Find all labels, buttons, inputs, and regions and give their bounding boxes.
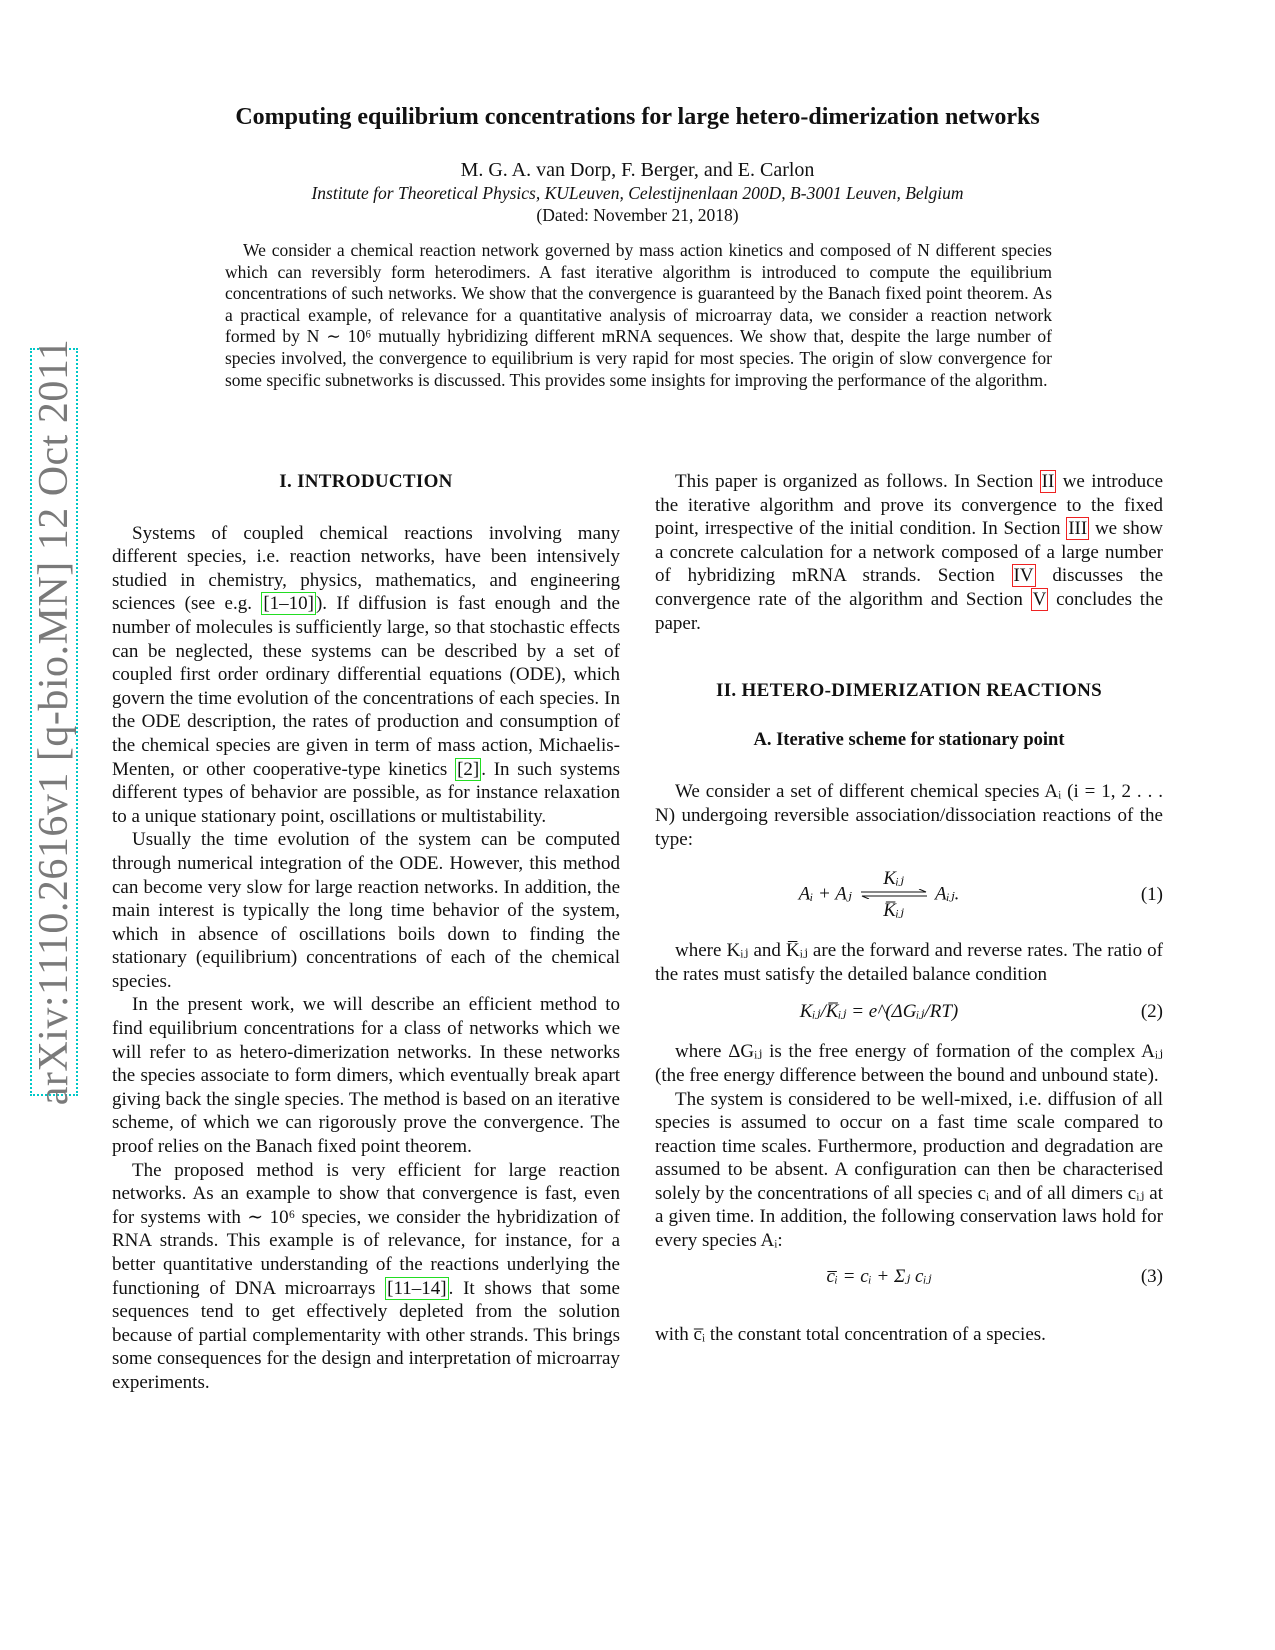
intro-paragraph-4 (112, 1159, 620, 1395)
equilibrium-arrow-icon (859, 889, 929, 899)
equation-1-number: (1) (1140, 884, 1163, 906)
left-column (112, 470, 620, 1395)
paper-title: Computing equilibrium concentrations for large hetero-dimerization networks (235, 104, 1040, 130)
abstract: We consider a chemical reaction network governed by mass action kinetics and composed of N different species which can reversibly form heterodimers. A fast iterative algorithm is introduced to compute the equilibrium concentrations of such networks. We show that the convergence is guaranteed by the Banach fixed point theorem. As a practical example, of relevance for a quantitative analysis of microarray data, we consider a reaction network formed by N ∼ 10⁶ mutually hybridizing different mRNA sequences. We show that, despite the large number of species involved, the convergence to equilibrium is very rapid for most species. The origin of slow convergence for some specific subnetworks is discussed. This provides some insights for improving the performance of the algorithm. (225, 240, 1052, 390)
species-paragraph: We consider a set of different chemical species Aᵢ (i = 1, 2 . . . N) undergoing reversible association/dissociation reactions of the type: (655, 781, 1163, 850)
intro-text: . It shows that some sequences tend to get effectively depleted from the solution because of partial complementarity with other strands. This brings some consequences for the design and interpretation of microarray experiments. (112, 1277, 620, 1393)
section-link[interactable]: IV (1013, 565, 1034, 587)
citation-link[interactable]: [2] (457, 758, 480, 780)
body-text: discusses the convergence rate of the algorithm and Section (655, 565, 1164, 610)
body-text: we introduce the iterative algorithm and prove its convergence to the fixed point, irrespective of the initial condition. In Section (655, 471, 1163, 540)
citation-link[interactable]: [11–14] (387, 1277, 447, 1299)
intro-paragraph-1 (112, 522, 620, 829)
reaction-arrows (857, 867, 931, 923)
equation-2-number: (2) (1140, 1001, 1163, 1023)
equation-2 (655, 1000, 1163, 1040)
right-column (655, 470, 1163, 1346)
intro-text: The proposed method is very efficient for large reaction networks. As an example to show that convergence is fast, even for systems with ∼ 10⁶ species, we consider the hybridization of RNA strands. This example is of relevance, for instance, for a better quantitative understanding of the reactions underlying the functioning of DNA microarrays (112, 1159, 620, 1299)
intro-paragraph-2: Usually the time evolution of the system can be computed through numerical integration of the ODE. However, this method can become very slow for large reaction networks. In addition, the main interest is typically the long time behavior of the system, which in absence of oscillations boils down to finding the stationary (equilibrium) concentrations of each of the chemical species. (112, 829, 620, 992)
body-text: This paper is organized as follows. In Section (675, 471, 1040, 492)
equation-1 (655, 867, 1163, 931)
body-text: we show a concrete calculation for a network composed of a large number of hybridizing mRNA strands. Section (655, 518, 1163, 587)
rates-paragraph: where Kᵢⱼ and K̅ᵢⱼ are the forward and reverse rates. The ratio of the rates must satisfy the detailed balance condition (655, 940, 1163, 985)
date-line: (Dated: November 21, 2018) (536, 205, 739, 225)
section-link[interactable]: V (1032, 588, 1047, 610)
body-text: concludes the paper. (655, 588, 1163, 634)
organization-paragraph (655, 470, 1163, 635)
equation-1-rhs: Aᵢⱼ. (935, 883, 960, 905)
arxiv-identifier: arXiv:1110.2616v1 [q-bio.MN] 12 Oct 2011 (31, 338, 77, 1106)
arxiv-side-stamp (30, 338, 78, 1106)
equation-1-expression (655, 867, 1103, 923)
intro-text: Systems of coupled chemical reactions involving many different species, i.e. reaction networks, have been intensively studied in chemistry, physics, mathematics, and engineering sciences (see e.g. (112, 522, 620, 615)
intro-text: . In such systems different types of behavior are possible, as for instance relaxation to a unique stationary point, oscillations or multistability. (112, 758, 620, 827)
equation-2-expression: Kᵢⱼ/K̅ᵢⱼ = e^(ΔGᵢⱼ/RT) (799, 1001, 959, 1023)
section-link[interactable]: II (1041, 471, 1055, 492)
free-energy-paragraph: where ΔGᵢⱼ is the free energy of formation of the complex Aᵢⱼ (the free energy difference between the bound and unbound state). (655, 1041, 1163, 1086)
citation-link[interactable]: [1–10] (263, 593, 314, 615)
equation-1-lhs: Aᵢ + Aⱼ (798, 883, 852, 905)
final-paragraph: with c̅ᵢ the constant total concentration of a species. (655, 1323, 1046, 1345)
reverse-rate-label: K̅ᵢⱼ (883, 900, 904, 922)
forward-rate-label: Kᵢⱼ (883, 868, 904, 890)
section-link[interactable]: III (1068, 518, 1088, 540)
system-paragraph: The system is considered to be well-mixed, i.e. diffusion of all species is assumed to occur on a fast time scale compared to reaction time scales. Furthermore, production and degradation are assumed to be absent. A configuration can then be characterised solely by the concentrations of all species cᵢ and of all dimers cᵢⱼ at a given time. In addition, the following conservation laws hold for every species Aᵢ: (655, 1088, 1163, 1252)
equation-3 (655, 1265, 1163, 1323)
section-heading-hetero-dimerization: II. HETERO-DIMERIZATION REACTIONS (716, 680, 1102, 702)
subsection-heading-iterative-scheme: A. Iterative scheme for stationary point (753, 729, 1065, 750)
author-list: M. G. A. van Dorp, F. Berger, and E. Carlon (460, 159, 815, 181)
equation-3-number: (3) (1140, 1265, 1163, 1287)
affiliation: Institute for Theoretical Physics, KULeuven, Celestijnenlaan 200D, B-3001 Leuven, Belgium (311, 183, 964, 203)
intro-paragraph-3: In the present work, we will describe an efficient method to find equilibrium concentrations for a class of networks which we will refer to as hetero-dimerization networks. In these networks the species associate to form dimers, which eventually break apart giving back the single species. The method is based on an iterative scheme, of which we can rigorously prove the convergence. The proof relies on the Banach fixed point theorem. (112, 994, 620, 1158)
section-heading-introduction: I. INTRODUCTION (279, 471, 453, 492)
intro-text: ). If diffusion is fast enough and the number of molecules is sufficiently large, so that stochastic effects can be neglected, these systems can be described by a set of coupled first order ordinary differential equations (ODE), which govern the time evolution of the concentrations of each species. In the ODE description, the rates of production and consumption of the chemical species are given in term of mass action, Michaelis-Menten, or other cooperative-type kinetics (112, 593, 620, 780)
equation-3-expression: c̅ᵢ = cᵢ + Σⱼ cᵢⱼ (826, 1265, 932, 1287)
